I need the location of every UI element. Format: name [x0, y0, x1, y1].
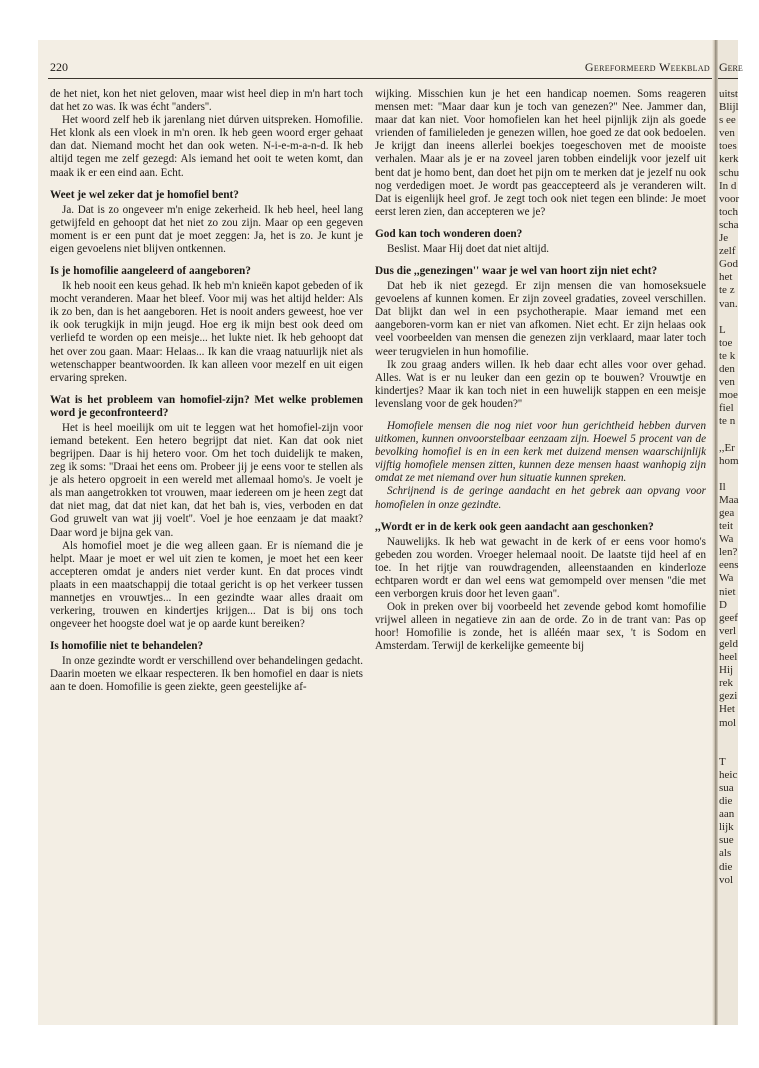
body-paragraph: de het niet, kon het niet geloven, maar wist heel diep in m'n hart toch dat het zo was. Ik was écht ''anders''. [50, 88, 363, 114]
section-question-heading: Dus die ,,genezingen'' waar je wel van hoort zijn niet echt? [375, 265, 658, 278]
edge-fragment: die [719, 795, 733, 808]
edge-fragment [719, 311, 759, 324]
article-column-left [50, 88, 363, 695]
edge-fragment: vol [719, 873, 734, 886]
edge-fragment: scha [719, 218, 739, 231]
edge-fragment: te n [719, 415, 736, 428]
edge-fragment: ven [719, 127, 735, 140]
section-question-heading: Is homofilie niet te behandelen? [50, 640, 204, 653]
edge-fragment: moe [719, 389, 738, 402]
edge-fragment: Wa [719, 572, 734, 585]
edge-fragment: L [719, 323, 726, 336]
edge-fragment: toe [719, 336, 733, 349]
italic-commentary-paragraph: Schrijnend is de geringe aandacht en het gebrek aan opvang voor homofielen in onze gezindte. [375, 485, 706, 511]
edge-fragment: schu [719, 166, 740, 179]
body-paragraph: Als homofiel moet je die weg alleen gaan. Er is níemand die je helpt. Maar je moet er wel uit zien te komen, je moet het een keer accepteren omdat je anders niet verder kunt. En dat proces vindt plaats in een maatschappij die totaal gericht is op het verkeer tussen mannetjes en vrouwtjes... In een gezindte waar alles draait om verkering, trouwen en kindertjes krijgen... Dat is bij ons toch ongeveer het hoogste doel wat je op aarde kunt bereiken? [50, 539, 363, 631]
section-question-heading: Weet je wel zeker dat je homofiel bent? [50, 188, 239, 201]
body-paragraph: Dat heb ik niet gezegd. Er zijn mensen die van homoseksuele gevoelens af kunnen komen. Er zijn zoveel gradaties, zoveel verschillen. Dat blijkt dan wel in een psychotherapie. Maar iemand met een aangeboren-vorm kan er niet van afkomen. Niet echt. Er zijn helaas ook veel voorbeelden van mensen die genezen zijn verklaard, maar later toch weer terugvielen in hun homofilie. [375, 280, 706, 358]
edge-fragment: toes [719, 140, 737, 153]
edge-fragment: sua [719, 781, 734, 794]
magazine-page [38, 40, 743, 1025]
edge-fragment [719, 428, 759, 441]
page-header [48, 58, 712, 80]
edge-fragment: zelf [719, 245, 736, 258]
edge-fragment: heel [719, 651, 738, 664]
edge-fragment: geld [719, 637, 738, 650]
next-page-rule [718, 78, 738, 79]
edge-fragment: len? [719, 546, 738, 559]
section-question-heading: ,,Wordt er in de kerk ook geen aandacht aan geschonken? [375, 520, 654, 533]
edge-fragment: heic [719, 768, 738, 781]
next-page-header-fragment: Gere [719, 60, 743, 74]
edge-fragment: Il [719, 480, 726, 493]
edge-fragment: toch [719, 205, 738, 218]
edge-fragment: T [719, 755, 726, 768]
edge-fragment: fiel [719, 402, 734, 415]
edge-fragment: die [719, 860, 733, 873]
edge-fragment [719, 730, 759, 743]
edge-fragment: uitst [719, 88, 738, 100]
edge-fragment: geef [719, 611, 738, 624]
edge-fragment [719, 743, 759, 756]
article-column-right [375, 88, 706, 653]
body-paragraph: Beslist. Maar Hij doet dat niet altijd. [387, 242, 550, 255]
edge-fragment: lijk [719, 821, 734, 834]
edge-fragment: God [719, 258, 738, 271]
italic-commentary-paragraph: Homofiele mensen die nog niet voor hun gerichtheid hebben durven uitkomen, kunnen onvoorstelbaar eenzaam zijn. Hoewel 5 procent van de bevolking homofiel is en in een kerk met duizend mensen waarschijnlijk vijftig homofiele mensen zitten, kunnen deze mensen haast wanhopig zijn omdat ze met niemand over hun situatie kunnen spreken. [375, 419, 706, 485]
publication-title: Gereformeerd Weekblad [584, 60, 710, 74]
edge-fragment: gea [719, 507, 735, 519]
edge-fragment: Maa [719, 493, 739, 506]
edge-fragment: hom [719, 454, 739, 467]
edge-fragment: mol [719, 716, 737, 729]
edge-fragment [719, 468, 759, 481]
paragraph-gap [375, 411, 706, 420]
edge-fragment: voor [719, 192, 740, 205]
edge-fragment: Wa [719, 533, 734, 546]
header-rule [48, 78, 712, 79]
body-paragraph: wijking. Misschien kun je het een handicap noemen. Soms reageren mensen met: ''Maar daar kun je toch van genezen?'' Nee. Jammer dan, maar dat kan niet. Voor homofielen kan het heel pijnlijk zijn als goede vrienden of familieleden je genezen willen, hoe goed ze dat ook bedoelen. Je krijgt dan ineens allerlei boekjes toegeschoven met de mooiste verhalen. Maar als je er na zoveel jaren tobben eindelijk voor jezelf uit bent dat je homo bent, dan doet het pijn om te merken dat je jezelf nu ook nog verdedigen moet. Je wordt pas geaccepteerd als je veranderen wilt. Dat is eigenlijk heel grof. Je zegt toch ook niet tegen een blinde: Je moet eerst leren zien, dan accepteren we je? [375, 88, 706, 218]
section-question-heading: God kan toch wonderen doen? [375, 227, 523, 240]
body-paragraph: Ik zou graag anders willen. Ik heb daar echt alles voor over gehad. Alles. Wat is er nu leuker dan een gezin op te bouwen? Vrouwtje en kindertjes? Maar ik kan toch niet in een huwelijk stappen en een meisje levenslang voor de gek houden?'' [375, 358, 706, 410]
body-paragraph: In onze gezindte wordt er verschillend over behandelingen gedacht. Daarin moeten we elkaar respecteren. Ik ben homofiel en daar is niets aan te doen. Homofilie is geen ziekte, geen geestelijke af- [50, 655, 363, 694]
next-page-edge [718, 40, 743, 1025]
body-paragraph: Ja. Dat is zo ongeveer m'n enige zekerheid. Ik heb heel, heel lang getwijfeld en gehoopt dat het niet zo zou zijn. Maar op een gegeven moment is er een punt dat je moet zeggen: Ja, het is zo. Je kunt je eigen gevoelens niet blijven ontkennen. [50, 203, 363, 255]
edge-fragment: te z [719, 284, 735, 297]
page-number: 220 [50, 60, 68, 74]
edge-fragment: Hij [719, 664, 734, 677]
edge-fragment: van. [719, 297, 738, 310]
body-paragraph: Nauwelijks. Ik heb wat gewacht in de kerk of er eens voor homo's gebeden zou worden. Vroeger helemaal nooit. De laatste tijd heel af en toe. In het rijtje van rouwdragenden, alleenstaanden en kinderloze echtparen wordt er dan wel eens wat gemompeld over mensen ''die met een verborgen kruis door het leven gaan''. [375, 535, 706, 600]
edge-fragment: te k [719, 349, 736, 362]
body-paragraph: Het woord zelf heb ik jarenlang niet dúrven uitspreken. Homofilie. Het klonk als een vloek in m'n oren. Ik heb geen woord erger gehaat dan dat. Niemand mocht het dan ook weten. N-i-e-m-a-n-d. Ik heb altijd tegen me zelf gezegd: Als iemand het ooit te weten komt, dan maak ik er een eind aan. Echt. [50, 114, 363, 179]
edge-fragment: ,,Er [719, 441, 735, 454]
edge-fragment: ven [719, 376, 735, 389]
next-page-text-fragments [719, 88, 759, 887]
edge-fragment: kerk [719, 153, 739, 166]
edge-fragment: aan [719, 808, 735, 821]
edge-fragment: In d [719, 179, 737, 192]
section-question-heading: Wat is het probleem van homofiel-zijn? Met welke problemen word je geconfronteerd? [50, 393, 363, 419]
edge-fragment: den [719, 362, 735, 375]
edge-fragment: gezi [719, 690, 738, 703]
edge-fragment: eens [719, 559, 739, 572]
section-question-heading: Is je homofilie aangeleerd of aangeboren? [50, 265, 251, 278]
edge-fragment: teit [719, 520, 734, 533]
edge-fragment: sue [719, 834, 734, 847]
edge-fragment: verl [719, 624, 737, 637]
edge-fragment: Blijl [719, 101, 739, 114]
body-paragraph: Ik heb nooit een keus gehad. Ik heb m'n knieën kapot gebeden of ik mocht veranderen. Maar het bleef. Voor mij was het altijd helder: Als ik zo ben, dan is het aangeboren. Het is nooit anders geweest, hoe ver ik ook terugkijk in mijn jeugd. Hoe erg ik mijn best ook deed om verliefd te worden op een meisje... het lukte niet. Ik heb gehoopt dat het over zou gaan. Maar: Helaas... Ik kan die vraag natuurlijk niet als wetenschapper beantwoorden. Ik kan alleen voor mezelf en uit eigen ervaring spreken. [50, 280, 363, 384]
edge-fragment: rek [719, 677, 734, 690]
body-paragraph: Ook in preken over bij voorbeeld het zevende gebod komt homofilie vrijwel alleen in negatieve zin aan de orde. Zo in de trant van: Pas op hoor! Homofilie is zonde, het is alléén maar sex, 't is Sodom en Amsterdam. Terwijl de kerkelijke gemeente bij [375, 601, 706, 653]
edge-fragment: D [719, 598, 727, 611]
body-paragraph: Het is heel moeilijk om uit te leggen wat het homofiel-zijn voor iemand betekent. Een hetero begrijpt dat niet. Kan dat ook niet begrijpen. Daar is hij hetero voor. Om het toch duidelijk te maken, zeg ik soms: ''Draai het eens om. Probeer jij je eens voor te stellen als je als hetero opgroeit in een wereld met allemaal homo's. Je voelt je als man aangetrokken tot vrouwen, maar iedereen om je heen zegt dat dat niet mag, dat dat niet kan, dat het bah is, vies, verboden en dat God gruwelt van wat jij voelt''. Voel je hoe eenzaam je dat maakt? Daar word je bijna gek van. [50, 421, 363, 539]
edge-fragment: het [719, 271, 733, 284]
edge-fragment: als [719, 847, 732, 860]
edge-fragment: niet [719, 585, 736, 598]
edge-fragment: Het [719, 703, 735, 716]
edge-fragment: s ee [719, 114, 736, 127]
edge-fragment: Je [719, 232, 729, 245]
